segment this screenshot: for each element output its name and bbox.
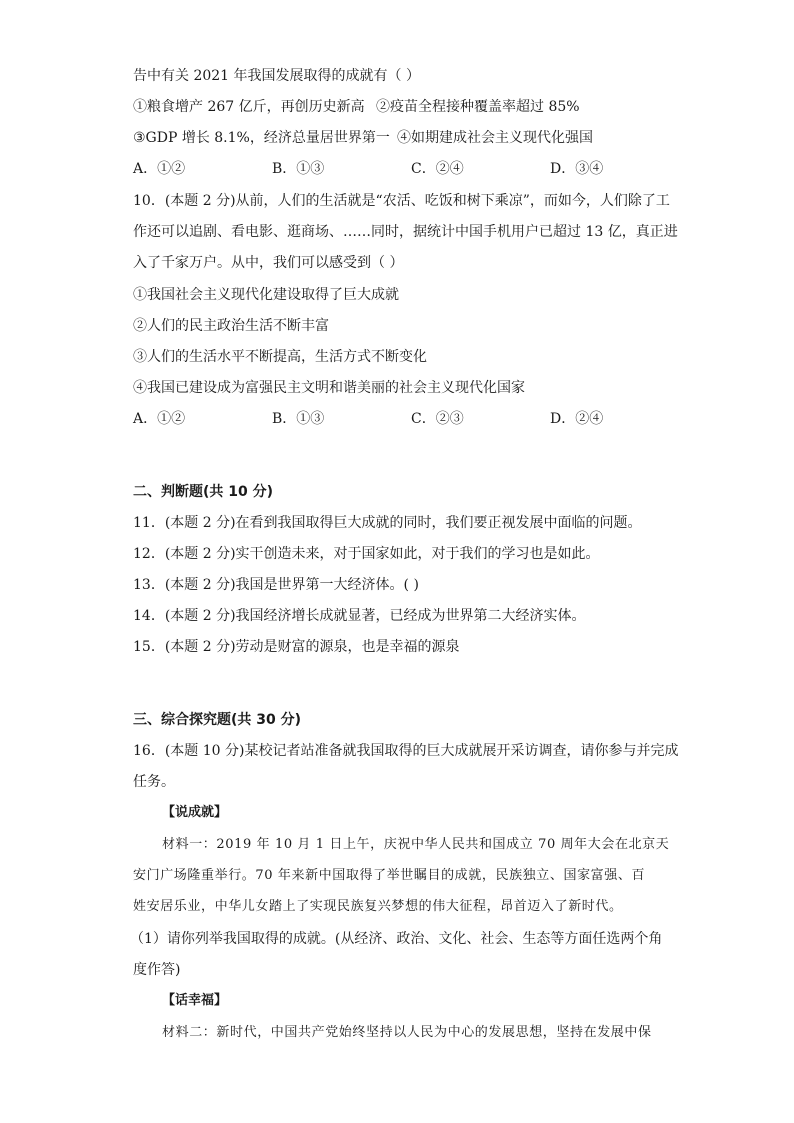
q16-sub-1-line-1: （1）请你列举我国取得的成就。(从经济、政治、文化、社会、生态等方面任选两个角 — [130, 931, 663, 947]
q10-statement-4: ④我国已建设成为富强民主文明和谐美丽的社会主义现代化国家 — [133, 380, 525, 396]
subsection-tag-achievements: 【说成就】 — [162, 805, 228, 820]
q9-statement-3: ③GDP 增长 8.1%，经济总量居世界第一 — [133, 130, 390, 146]
q10-option-d[interactable]: D．②④ — [550, 411, 604, 427]
q9-option-b[interactable]: B．①③ — [272, 161, 325, 177]
material-2-line-1: 材料二：新时代，中国共产党始终坚持以人民为中心的发展思想，坚持在发展中保 — [162, 1025, 652, 1040]
q9-stem-continued: 告中有关 2021 年我国发展取得的成就有（ ） — [133, 68, 420, 84]
q10-statement-2: ②人们的民主政治生活不断丰富 — [133, 318, 329, 334]
subsection-tag-happiness: 【话幸福】 — [162, 993, 228, 1008]
q10-statement-3: ③人们的生活水平不断提高，生活方式不断变化 — [133, 349, 427, 365]
q14: 14．(本题 2 分)我国经济增长成就显著，已经成为世界第二大经济实体。 — [133, 608, 586, 624]
section-3-heading: 三、综合探究题(共 30 分) — [133, 712, 302, 728]
q11: 11．(本题 2 分)在看到我国取得巨大成就的同时，我们要正视发展中面临的问题。 — [133, 515, 642, 531]
q13: 13．(本题 2 分)我国是世界第一大经济体。( ) — [133, 577, 419, 593]
q16-stem-line-2: 任务。 — [133, 774, 175, 790]
section-2-heading: 二、判断题(共 10 分) — [133, 484, 274, 500]
q9-statement-4: ④如期建成社会主义现代化强国 — [397, 130, 593, 146]
q9-statement-2: ②疫苗全程接种覆盖率超过 85% — [376, 99, 580, 115]
q10-stem-line-2: 作还可以追剧、看电影、逛商场、……同时，据统计中国手机用户已超过 13 亿，真正进 — [133, 224, 678, 240]
q10-option-b[interactable]: B．①③ — [272, 411, 325, 427]
q10-option-a[interactable]: A．①② — [133, 411, 186, 427]
q10-option-c[interactable]: C．②③ — [411, 411, 464, 427]
q15: 15．(本题 2 分)劳动是财富的源泉，也是幸福的源泉 — [133, 639, 460, 655]
q9-option-d[interactable]: D．③④ — [550, 161, 604, 177]
q16-sub-1-line-2: 度作答) — [133, 962, 181, 978]
q10-stem-line-1: 10．(本题 2 分)从前，人们的生活就是“农活、吃饭和树下乘凉”，而如今，人们除了工 — [133, 193, 670, 209]
q10-statement-1: ①我国社会主义现代化建设取得了巨大成就 — [133, 287, 399, 303]
material-1-line-2: 安门广场隆重举行。70 年来新中国取得了举世瞩目的成就，民族独立、国家富强、百 — [133, 868, 646, 883]
q9-option-a[interactable]: A．①② — [133, 161, 186, 177]
material-1-line-1: 材料一：2019 年 10 月 1 日上午，庆祝中华人民共和国成立 70 周年大会在北京天 — [162, 837, 670, 852]
material-1-line-3: 姓安居乐业，中华儿女踏上了实现民族复兴梦想的伟大征程，昂首迈入了新时代。 — [133, 899, 623, 914]
q12: 12．(本题 2 分)实干创造未来，对于国家如此，对于我们的学习也是如此。 — [133, 546, 600, 562]
q16-stem-line-1: 16．(本题 10 分)某校记者站准备就我国取得的巨大成就展开采访调查，请你参与并完成 — [133, 743, 679, 759]
q9-option-c[interactable]: C．②④ — [411, 161, 464, 177]
q9-statement-1: ①粮食增产 267 亿斤，再创历史新高 — [133, 99, 365, 115]
q10-stem-line-3: 入了千家万户。从中，我们可以感受到（ ） — [133, 255, 404, 271]
